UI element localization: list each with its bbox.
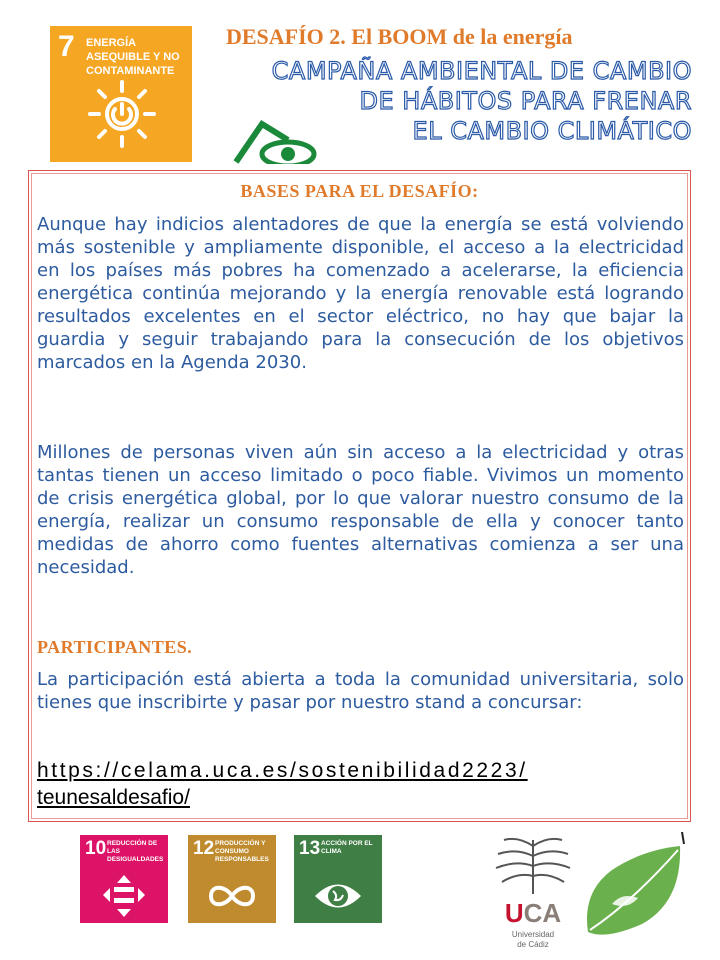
sdg7-label: ENERGÍA ASEQUIBLE Y NO CONTAMINANTE	[86, 37, 180, 77]
sdg7-number: 7	[58, 30, 75, 63]
equality-icon	[99, 873, 149, 919]
campaign-line: DE HÁBITOS PARA FRENAR	[359, 87, 692, 115]
content-box	[28, 170, 691, 822]
sdg-label: ACCIÓN POR EL CLIMA	[321, 840, 373, 855]
link-line[interactable]: teunesaldesafio/	[37, 786, 190, 809]
uca-subtitle: Universidad de Cádiz	[511, 930, 555, 949]
sdg-number: 13	[299, 838, 321, 859]
participants-paragraph: La participación está abierta a toda la comunidad universitaria, solo tienes que inscribirte y pasar por nuestro stand a concursar:	[37, 669, 684, 713]
sdg-label: REDUCCIÓN DE LAS DESIGUALDADES	[107, 840, 164, 863]
sdg-number: 12	[193, 838, 215, 859]
campaign-title	[272, 56, 692, 146]
registration-link[interactable]	[37, 757, 684, 811]
eye-globe-icon	[313, 873, 363, 919]
bases-title: BASES PARA EL DESAFÍO:	[240, 181, 479, 201]
sdg-label: PRODUCCIÓN Y CONSUMO RESPONSABLES	[215, 840, 269, 863]
campaign-line: EL CAMBIO CLIMÁTICO	[412, 117, 692, 145]
link-line[interactable]: https://celama.uca.es/sostenibilidad2223/	[37, 759, 528, 782]
uca-wordmark: UCA	[504, 898, 562, 928]
sdg13-tile	[294, 835, 382, 923]
campaign-line: CAMPAÑA AMBIENTAL DE CAMBIO	[271, 57, 692, 85]
challenge-title: DESAFÍO 2. El BOOM de la energía	[226, 24, 573, 49]
sdg7-tile	[50, 26, 192, 162]
participants-title: PARTICIPANTES.	[37, 637, 193, 657]
bases-paragraph: Aunque hay indicios alentadores de que la energía se está volviendo más sostenible y ampliamente disponible, el acceso a la electricidad en los países más pobres ha comenzado a acelerarse, la eficiencia energética continúa mejorando y la energía renovable está logrando resultados excelentes en el sector eléctrico, no hay que bajar la guardia y seguir trabajando para la consecución de los objetivos marcados en la Agenda 2030.	[37, 214, 684, 373]
eye-logo	[232, 118, 328, 164]
bases-paragraph: Millones de personas viven aún sin acceso a la electricidad y otras tantas tienen un acceso limitado o poco fiable. Vivimos un momento de crisis energética global, por lo que valorar nuestro consumo de la energía, realizar un consumo responsable de ella y conocer tanto medidas de ahorro como fuentes alternativas comienza a ser una necesidad.	[37, 442, 684, 578]
sdg-number: 10	[85, 838, 107, 859]
sdg12-tile	[188, 835, 276, 923]
sustainability-leaf-logo	[582, 832, 692, 942]
uca-emblem-icon	[488, 832, 578, 898]
sdg10-tile	[80, 835, 168, 923]
infinity-icon	[207, 873, 257, 919]
uca-logo	[488, 832, 578, 952]
power-sun-icon	[86, 78, 158, 150]
